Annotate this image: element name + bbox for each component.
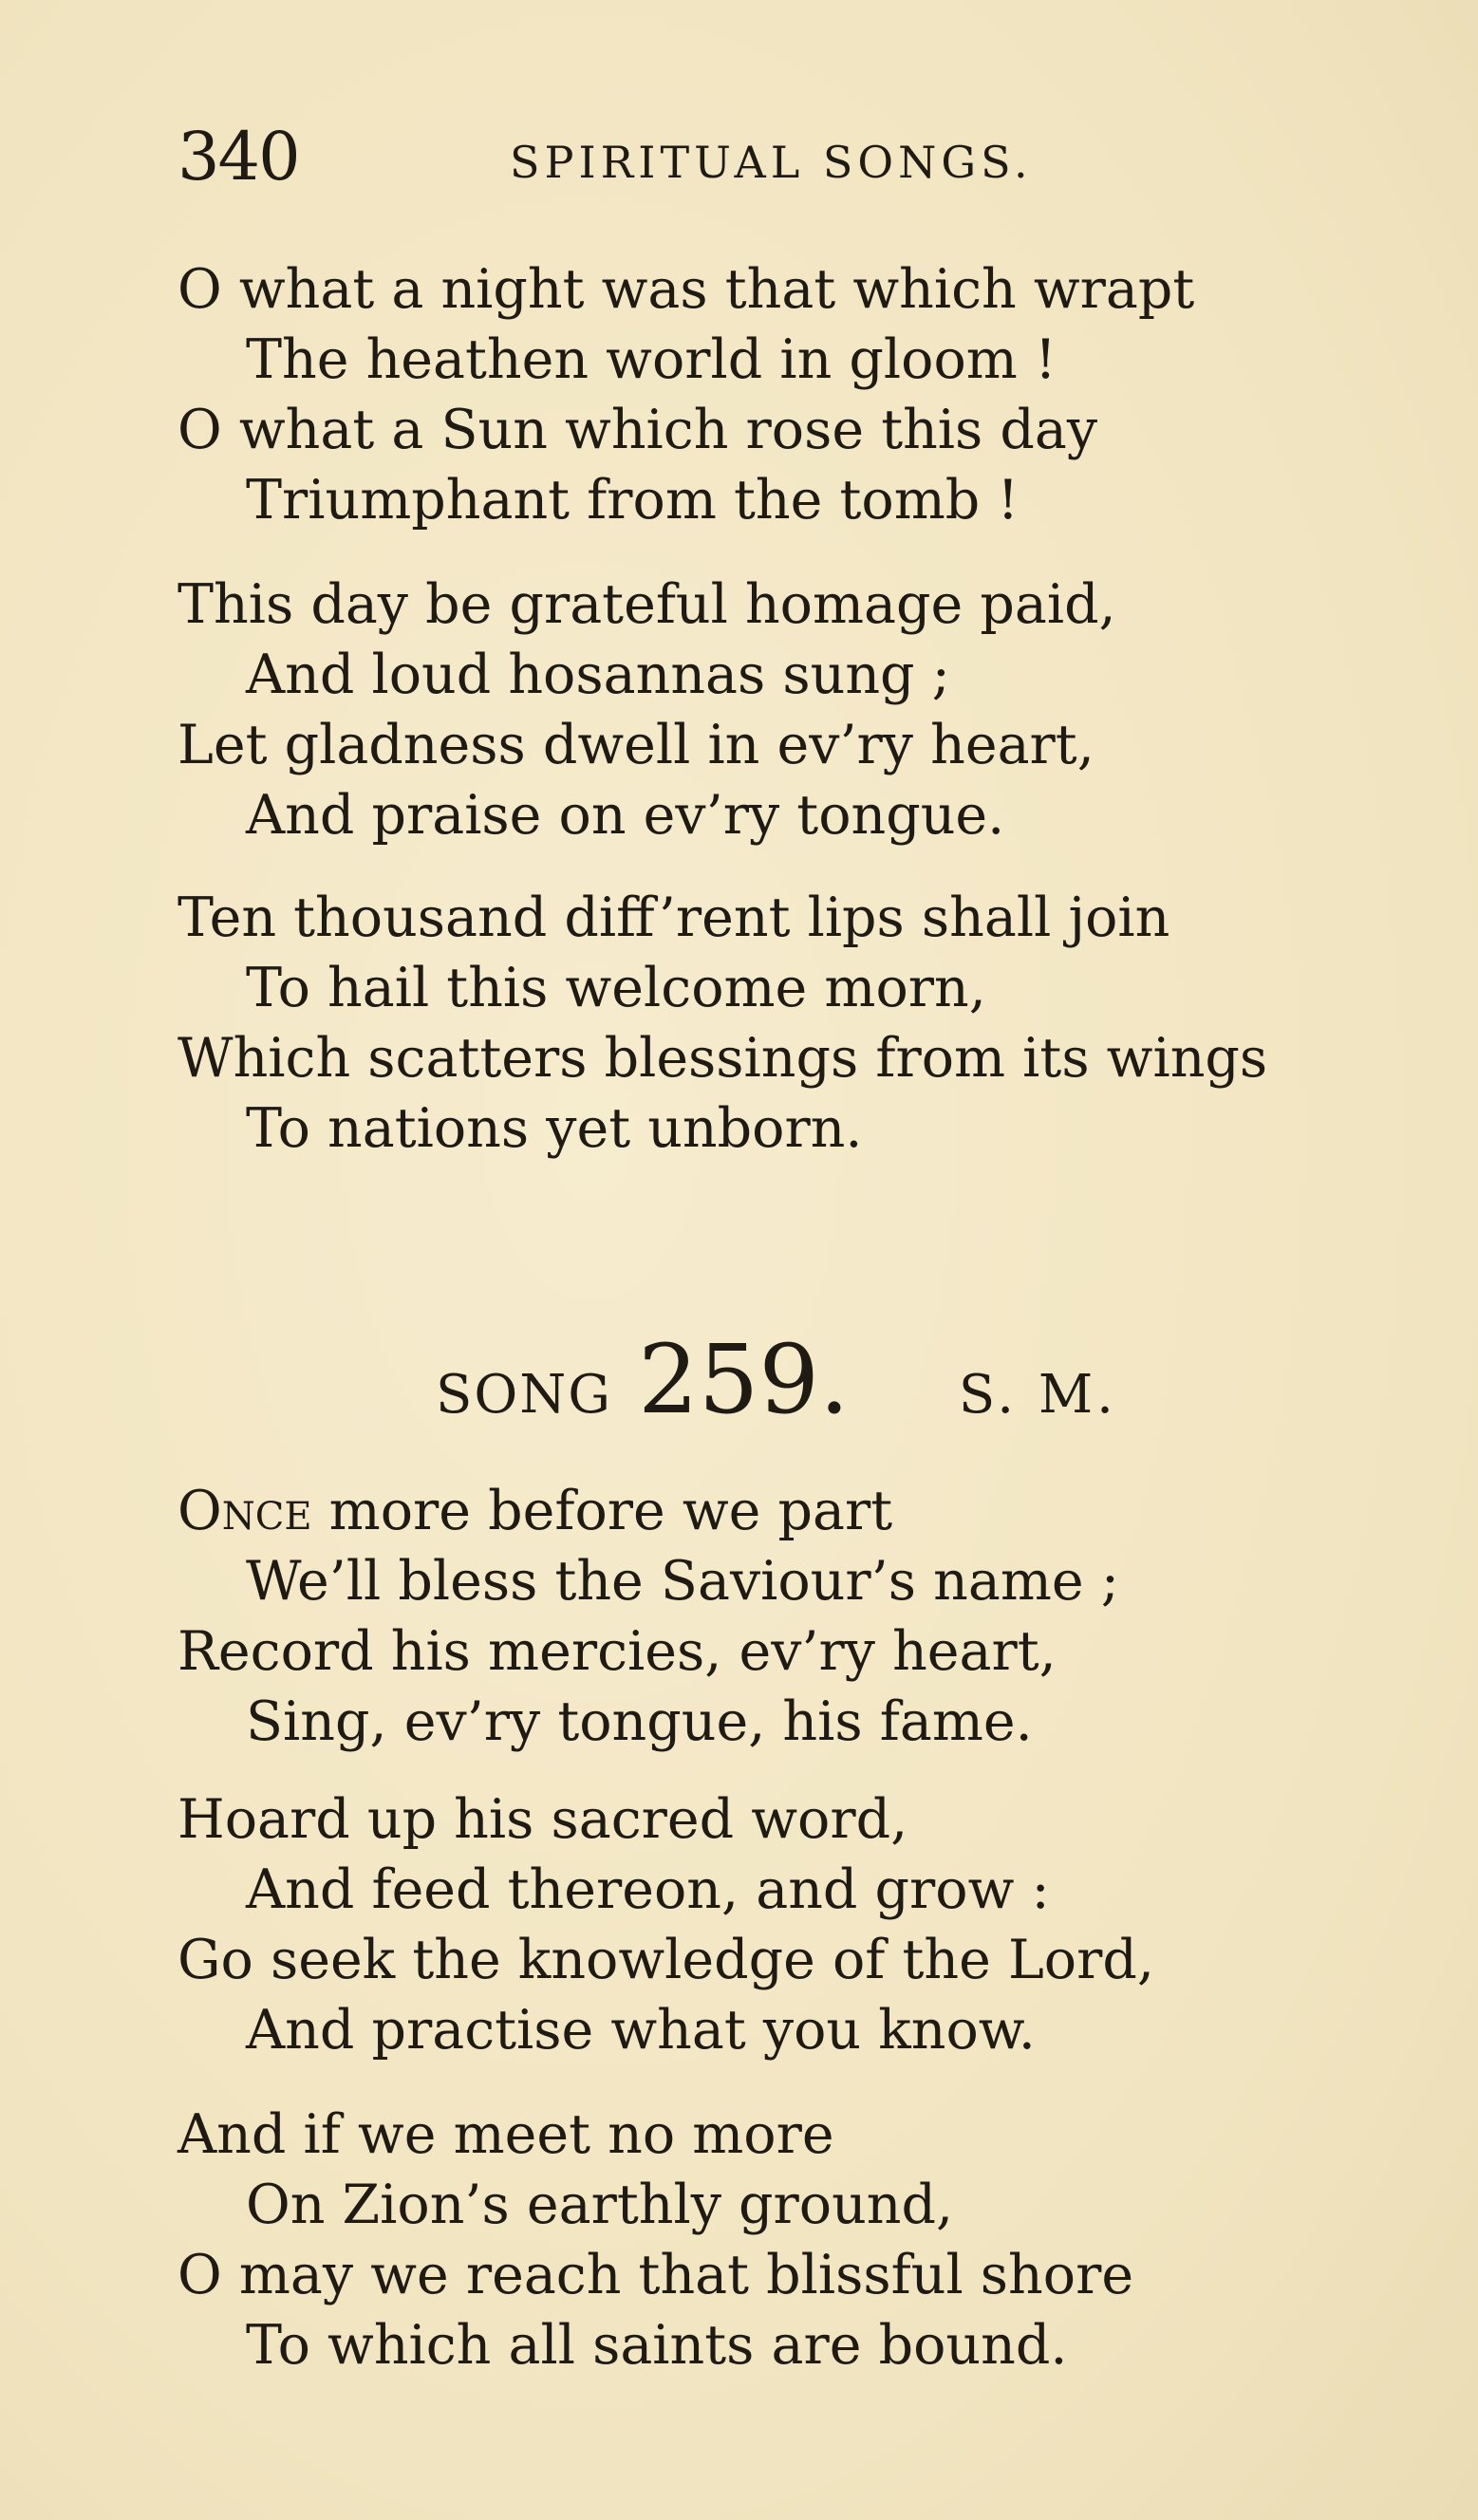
verse-line: O what a night was that which wrapt	[178, 258, 1195, 321]
verse-line: And practise what you know.	[246, 1999, 1036, 2062]
verse-line: Sing, ev’ry tongue, his fame.	[246, 1690, 1033, 1753]
page-number: 340	[178, 118, 299, 196]
verse-line: We’ll bless the Saviour’s name ;	[246, 1550, 1119, 1613]
verse-line: Record his mercies, ev’ry heart,	[178, 1620, 1057, 1683]
verse-line: O what a Sun which rose this day	[178, 399, 1098, 461]
song-number: 259.	[638, 1324, 850, 1435]
verse-line: Which scatters blessings from its wings	[178, 1027, 1268, 1090]
verse-line: And if we meet no more	[178, 2103, 834, 2166]
first-word: Once	[178, 1480, 312, 1542]
verse-line: To hail this welcome morn,	[246, 957, 986, 1019]
verse-line: Hoard up his sacred word,	[178, 1788, 908, 1851]
verse-line: Let gladness dwell in ev’ry heart,	[178, 714, 1094, 776]
running-head: SPIRITUAL SONGS.	[510, 137, 1033, 188]
stanza	[178, 254, 1450, 535]
verse-line: Go seek the knowledge of the Lord,	[178, 1929, 1154, 1991]
verse-line: To which all saints are bound.	[246, 2314, 1068, 2377]
verse-line: Ten thousand diff’rent lips shall join	[178, 887, 1170, 949]
verse-line: O may we reach that blissful shore	[178, 2244, 1134, 2306]
verse-line: Triumphant from the tomb !	[246, 469, 1020, 532]
verse-line	[178, 1476, 1450, 1546]
stanza	[178, 2100, 1450, 2380]
verse-line: And praise on ev’ry tongue.	[246, 784, 1005, 847]
stanza	[178, 1784, 1450, 2065]
page-header	[178, 119, 1127, 195]
stanza	[178, 883, 1450, 1164]
verse-line: The heathen world in gloom !	[246, 328, 1057, 391]
verse-line: And loud hosannas sung ;	[246, 644, 950, 706]
stanza	[178, 1476, 1450, 1757]
song-label: SONG	[436, 1364, 613, 1426]
song-meter: S. M.	[958, 1364, 1117, 1426]
verse-line: And feed thereon, and grow :	[246, 1858, 1050, 1921]
verse-line-rest: more before we part	[311, 1480, 893, 1542]
verse-line: On Zion’s earthly ground,	[246, 2174, 954, 2236]
verse-line: This day be grateful homage paid,	[178, 573, 1116, 636]
stanza	[178, 569, 1450, 850]
song-heading	[436, 1324, 1195, 1435]
verse-line: To nations yet unborn.	[246, 1097, 863, 1160]
